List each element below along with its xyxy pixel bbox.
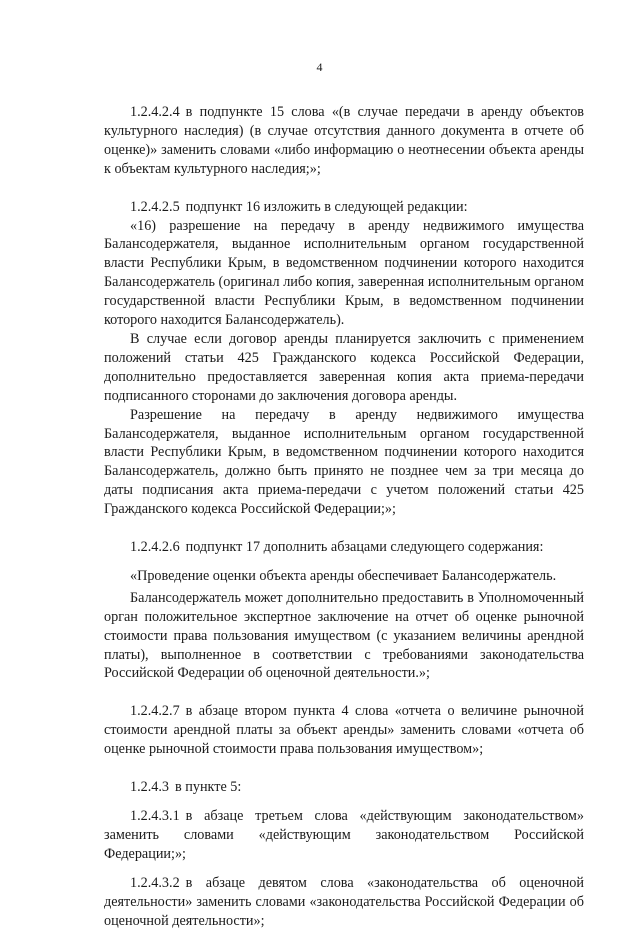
clause-number: 1.2.4.3 <box>130 779 170 796</box>
clause-number: 1.2.4.3.1 <box>130 808 180 824</box>
paragraph-subpoint-16 <box>104 217 584 330</box>
paragraph-text: в подпункте 15 слова «(в случае передачи в аренду объектов культурного наследия) (в случае отсутствия данного документа в отчете об оценке)» заменить словами «либо информацию о неотнесении объекта аренды к объектам культурного наследия;»; <box>104 104 584 177</box>
paragraph-text: в абзаце третьем слова «действующим законодательством» заменить словами «действующим законодательством Российской Федерации;»; <box>104 808 584 862</box>
paragraph-text: в пункте 5: <box>175 779 242 796</box>
clause-number: 1.2.4.2.5 <box>130 198 180 215</box>
paragraph-permission <box>104 406 584 519</box>
paragraph-1-2-4-3-2 <box>104 874 584 930</box>
paragraph-1-2-4-3 <box>104 778 584 797</box>
paragraph-article-425 <box>104 330 584 406</box>
paragraph-1-2-4-2-6 <box>104 538 584 557</box>
paragraph-text: Разрешение на передачу в аренду недвижимого имущества Балансодержателя, выданное исполнительным органом государственной власти Республики Крым, в ведомственном подчинении которого находится Балансодержатель, должно быть принято не позднее чем за три месяца до даты подписания акта приема-передачи с учетом положений статьи 425 Гражданского кодекса Российской Федерации;»; <box>104 406 584 518</box>
clause-number: 1.2.4.2.6 <box>130 539 180 556</box>
paragraph-1-2-4-2-5 <box>104 198 584 217</box>
clause-number: 1.2.4.2.7 <box>130 703 180 720</box>
paragraph-text: «16) разрешение на передачу в аренду недвижимого имущества Балансодержателя, выданное исполнительным органом государственной власти Республики Крым, в ведомственном подчинении которого находится Балансодержатель (оригинал либо копия, заверенная исполнительным органом государственной власти Республики Крым, в ведомственном подчинении которого находится Балансодержатель). <box>104 217 584 329</box>
paragraph-text: в абзаце втором пункта 4 слова «отчета о величине рыночной стоимости арендной платы за объект аренды» заменить словами «отчета об оценке рыночной стоимости права пользования имуществом»; <box>104 703 584 758</box>
clause-number: 1.2.4.3.2 <box>130 874 180 891</box>
paragraph-text: В случае если договор аренды планируется заключить с применением положений статьи 425 Гражданского кодекса Российской Федерации, дополнительно предоставляется заверенная копия акта приема-передачи подписанного сторонами до заключения договора аренды. <box>104 330 584 404</box>
clause-number: 1.2.4.2.4 <box>130 104 180 120</box>
paragraph-text: в абзаце девятом слова «законодательства об оценочной деятельности» заменить словами «законодательства Российской Федерации об оценочной деятельности»; <box>104 874 584 929</box>
paragraph-expert-opinion <box>104 589 584 684</box>
paragraph-text: «Проведение оценки объекта аренды обеспечивает Балансодержатель. <box>130 567 557 584</box>
paragraph-1-2-4-2-4 <box>104 103 584 179</box>
paragraph-text: Балансодержатель может дополнительно предоставить в Уполномоченный орган положительное экспертное заключение на отчет об оценке рыночной стоимости права пользования имуществом (с указанием величины арендной платы), выполненное в соответствии с требованиями законодательства Российской Федерации об оценочной деятельности.»; <box>104 589 584 682</box>
paragraph-text: подпункт 16 изложить в следующей редакции: <box>185 198 468 215</box>
document-body <box>104 103 584 930</box>
paragraph-1-2-4-3-1 <box>104 807 584 864</box>
paragraph-text: подпункт 17 дополнить абзацами следующего содержания: <box>185 539 544 556</box>
paragraph-assessment <box>104 567 584 586</box>
paragraph-1-2-4-2-7 <box>104 702 584 759</box>
page-number: 4 <box>316 60 323 74</box>
